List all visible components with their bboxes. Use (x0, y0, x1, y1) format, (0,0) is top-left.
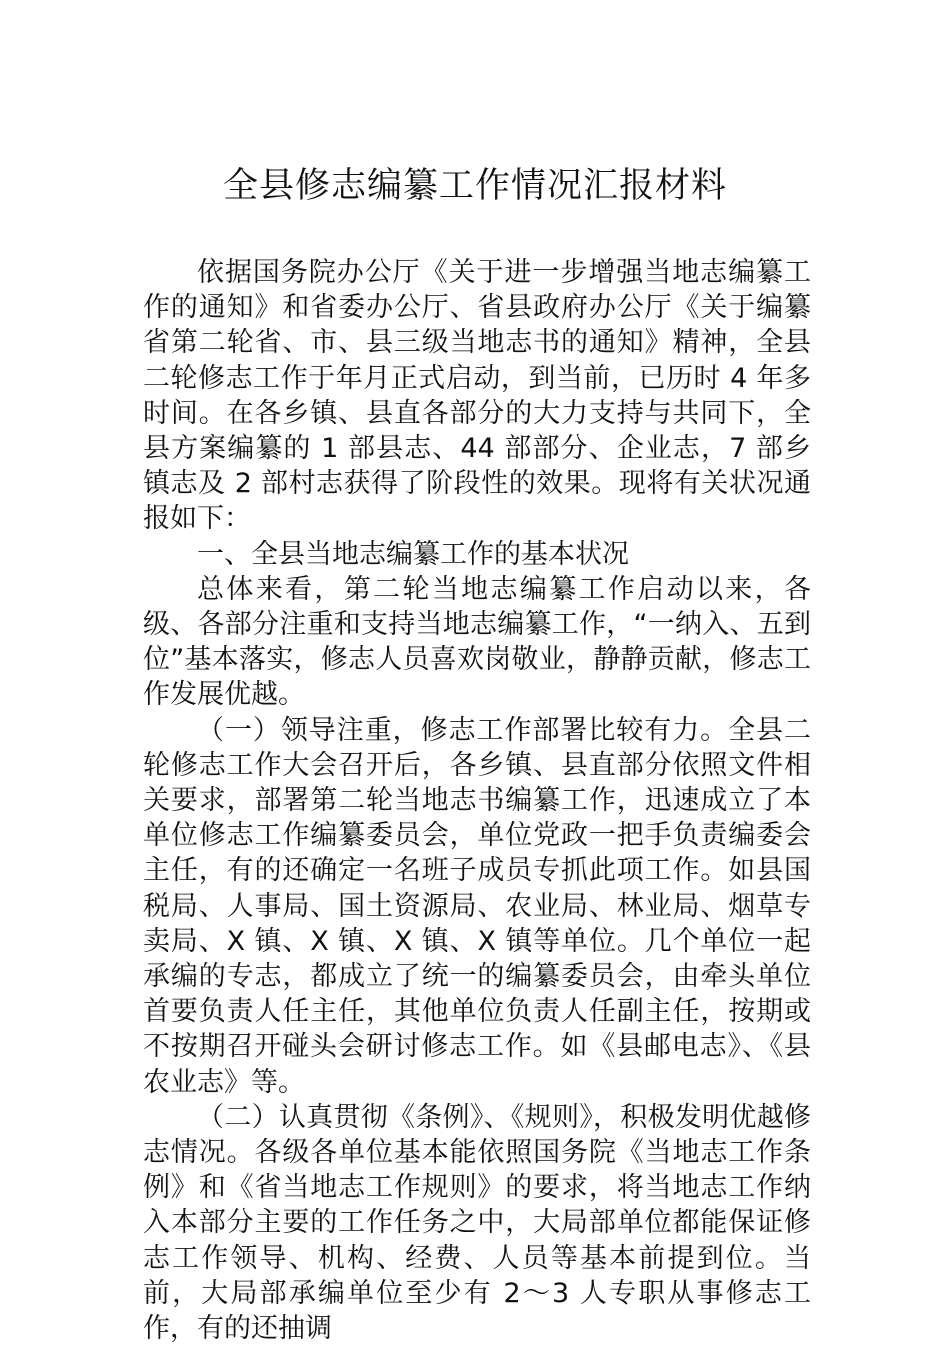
paragraph-subsection-1: （一）领导注重，修志工作部署比较有力。全县二轮修志工作大会召开后，各乡镇、县直部分依照文件相关要求，部署第二轮当地志书编纂工作，迅速成立了本单位修志工作编纂委员会，单位党政一把手负责编委会主任，有的还确定一名班子成员专抓此项工作。如县国税局、人事局、国土资源局、农业局、林业局、烟草专卖局、X 镇、X 镇、X 镇、X 镇等单位。几个单位一起承编的专志，都成立了统一的编纂委员会，由牵头单位首要负责人任主任，其他单位负责人任副主任，按期或不按期召开碰头会研讨修志工作。如《县邮电志》、《县农业志》等。 (143, 714, 811, 1098)
section-heading-1: 一、全县当地志编纂工作的基本状况 (197, 538, 629, 570)
paragraph-overview: 总体来看，第二轮当地志编纂工作启动以来，各级、各部分注重和支持当地志编纂工作，“一纳入、五到位”基本落实，修志人员喜欢岗敬业，静静贡献，修志工作发展优越。 (143, 573, 811, 711)
paragraph-subsection-2: （二）认真贯彻《条例》、《规则》，积极发明优越修志情况。各级各单位基本能依照国务院《当地志工作条例》和《省当地志工作规则》的要求，将当地志工作纳入本部分主要的工作任务之中，大局部单位都能保证修志工作领导、机构、经费、人员等基本前提到位。当前，大局部承编单位至少有 2～3 人专职从事修志工作，有的还抽调 (143, 1101, 811, 1345)
document-title: 全县修志编纂工作情况汇报材料 (222, 166, 727, 206)
paragraph-intro: 依据国务院办公厅《关于进一步增强当地志编纂工作的通知》和省委办公厅、省县政府办公厅《关于编纂省第二轮省、市、县三级当地志书的通知》精神，全县二轮修志工作于年月正式启动，到当前，已历时 4 年多时间。在各乡镇、县直各部分的大力支持与共同下，全县方案编纂的 1 部县志、44 部部分、企业志，7 部乡镇志及 2 部村志获得了阶段性的效果。现将有关状况通报如下： (143, 257, 811, 535)
document-body (143, 255, 811, 1346)
